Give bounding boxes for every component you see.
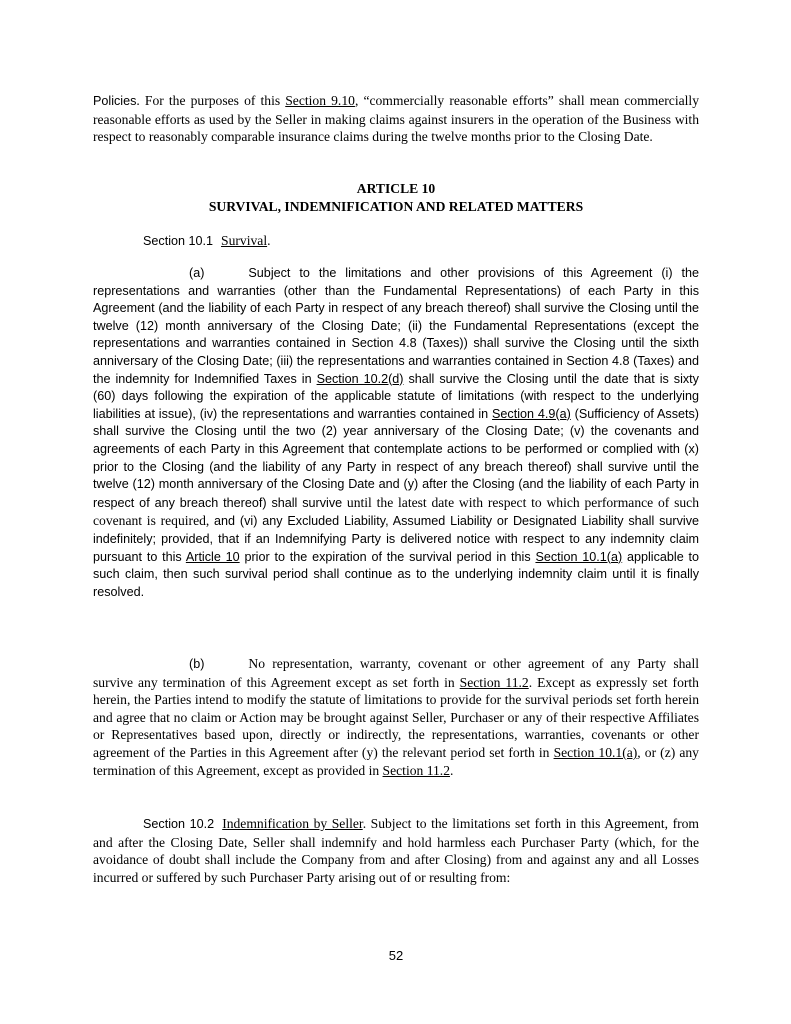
intro-paragraph [93, 92, 699, 146]
section-10-2-paragraph [93, 815, 699, 886]
paragraph-a-text-7: applicable to such claim, then such survival period shall continue as to the underlying indemnity claim until it is finally resolved. [93, 549, 700, 599]
section-10-1-period: . [267, 233, 271, 248]
section-9-10-ref: Section 9.10 [285, 93, 355, 108]
section-10-1-a-ref-2: Section 10.1(a) [553, 744, 638, 760]
paragraph-a-text-6: prior to the expiration of the survival period in this [239, 549, 536, 564]
paragraph-a-text-1: Subject to the limitations and other provisions of this Agreement (i) the representations and warranties (other than the Fundamental Representations) of each Party in this Agreement (and the liability of each Party in respect of any breach thereof) shall survive the Closing until the twelve (12) month anniversary of the Closing Date; (ii) the Fundamental Representations (except the representations and warranties contained in Section 4.8 (Taxes)) shall survive the Closing until the sixth anniversary of the Closing Date; (iii) the representations and warranties contained in Section 4.8 (Taxes) and the indemnity for Indemnified Taxes in [93, 266, 699, 386]
paragraph-a-text-5: and (vi) any Excluded Liability, Assumed Liability or Designated Liability shall survive indefinitely; provided, that if an Indemnifying Party is delivered notice with respect to any indemnity claim pursuant to this [93, 514, 699, 564]
paragraph-a [93, 265, 699, 601]
article-title: SURVIVAL, INDEMNIFICATION AND RELATED MATTERS [208, 199, 584, 214]
section-10-2-label: Section 10.2 [143, 817, 215, 831]
paragraph-a-text-4: until the latest date with respect to which performance of such covenant is required, [93, 494, 699, 529]
section-11-2-ref-2: Section 11.2 [382, 762, 451, 778]
section-10-2-text: . Subject to the limitations set forth in this Agreement, from and after the Closing Date, Seller shall indemnify and hold harmless each Purchaser Party (which, for the avoidance of doubt shall include the Company from and after Closing) from and against any and all Losses incurred or suffered by such Purchaser Party arising out of or resulting from: [93, 816, 699, 885]
section-10-1-a-ref: Section 10.1(a) [535, 549, 623, 564]
intro-text-1: . For the purposes of this [136, 93, 286, 108]
paragraph-b-label: (b) [189, 657, 205, 671]
article-10-ref: Article 10 [185, 549, 240, 564]
page-number: 52 [388, 948, 404, 963]
section-4-9-a-ref: Section 4.9(a) [492, 406, 571, 421]
paragraph-b-text-4: . [450, 762, 454, 778]
section-10-1-label: Section 10.1 [143, 234, 214, 248]
section-10-1-heading [143, 232, 271, 251]
section-10-2-d-ref: Section 10.2(d) [316, 371, 404, 386]
paragraph-a-label: (a) [189, 266, 205, 280]
section-10-1-title: Survival [221, 233, 268, 248]
intro-lead: Policies [93, 94, 137, 108]
section-11-2-ref: Section 11.2 [459, 674, 529, 690]
paragraph-a-text-2: shall survive the Closing until the date that is sixty (60) days following the expiration of the applicable statute of limitations (with respect to the underlying liabilities at issue), (iv) the representations and warranties contained in [93, 371, 699, 421]
document-page [93, 0, 699, 1024]
intro-text-2: , “commercially reasonable efforts” shall mean commercially reasonable efforts as used by the Seller in making claims against insurers in the operation of the Business with respect to reasonably comparable insurance claims during the twelve months prior to the Closing Date. [93, 93, 699, 145]
paragraph-b-text-2: . Except as expressly set forth herein, the Parties intend to modify the statute of limitations to provide for the survival periods set forth herein and agree that no claim or Action may be brought against Seller, Purchaser or any of their respective Affiliates or Representatives based upon, directly or indirectly, the representations, warranties, covenants or other agreement of the Parties in this Agreement after (y) the relevant period set forth in [93, 674, 699, 760]
article-number: ARTICLE 10 [356, 181, 436, 196]
section-10-2-title: Indemnification by Seller [222, 816, 363, 831]
paragraph-a-text-3: (Sufficiency of Assets) shall survive the Closing until the two (2) year anniversary of the Closing Date; (v) the covenants and agreements of each Party in this Agreement that contemplate actions to be performed or complied with (x) prior to the Closing (and the liability of any Party in respect of any breach thereof) shall survive until the twelve (12) month anniversary of the Closing Date and (y) after the Closing (and the liability of each Party in respect of any breach thereof) shall survive [93, 406, 700, 510]
paragraph-b-text-1: No representation, warranty, covenant or other agreement of any Party shall survive any termination of this Agreement except as set forth in [93, 656, 699, 690]
paragraph-b-text-3: , or (z) any termination of this Agreement, except as provided in [93, 744, 699, 778]
paragraph-b [93, 655, 699, 779]
